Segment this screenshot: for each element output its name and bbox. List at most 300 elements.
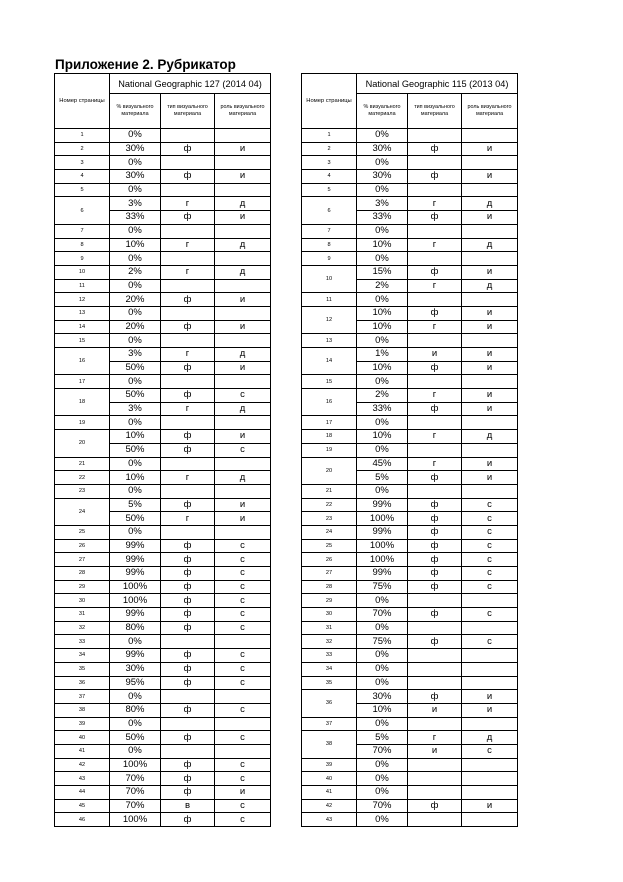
table-row <box>302 430 518 444</box>
role-cell <box>215 252 271 266</box>
page-number-cell: 31 <box>302 621 357 635</box>
type-cell: ф <box>408 512 462 526</box>
table-row <box>55 457 271 471</box>
page-number-cell: 36 <box>55 676 110 690</box>
type-cell <box>408 156 462 170</box>
table-row <box>55 539 271 553</box>
type-cell: ф <box>161 142 215 156</box>
role-cell <box>215 129 271 143</box>
page-number-cell: 14 <box>55 320 110 334</box>
header-page-no: Номер страницы <box>55 74 110 129</box>
percent-cell: 100% <box>357 539 408 553</box>
percent-cell: 100% <box>110 594 161 608</box>
role-cell: с <box>215 703 271 717</box>
type-cell: ф <box>408 799 462 813</box>
table-row <box>302 635 518 649</box>
type-cell: ф <box>161 649 215 663</box>
type-cell <box>161 717 215 731</box>
role-cell <box>462 129 518 143</box>
percent-cell: 0% <box>110 279 161 293</box>
role-cell: и <box>462 690 518 704</box>
table-row <box>55 758 271 772</box>
percent-cell: 70% <box>110 772 161 786</box>
percent-cell: 5% <box>110 498 161 512</box>
table-row <box>302 224 518 238</box>
page-number-cell: 3 <box>302 156 357 170</box>
role-cell: и <box>462 320 518 334</box>
table-row <box>55 197 271 211</box>
type-cell <box>408 813 462 827</box>
percent-cell: 0% <box>357 224 408 238</box>
type-cell: и <box>408 744 462 758</box>
table-row <box>302 608 518 622</box>
type-cell: г <box>161 402 215 416</box>
percent-cell: 0% <box>357 758 408 772</box>
table-row <box>55 320 271 334</box>
table-row <box>302 375 518 389</box>
table-row <box>55 238 271 252</box>
type-cell <box>161 224 215 238</box>
percent-cell: 99% <box>357 567 408 581</box>
table-row <box>302 334 518 348</box>
percent-cell: 33% <box>357 402 408 416</box>
role-cell: д <box>215 197 271 211</box>
percent-cell: 50% <box>110 512 161 526</box>
role-cell: и <box>462 142 518 156</box>
type-cell: ф <box>408 265 462 279</box>
type-cell: ф <box>161 211 215 225</box>
type-cell: ф <box>408 580 462 594</box>
role-cell: и <box>215 211 271 225</box>
page-number-cell: 46 <box>55 813 110 827</box>
percent-cell: 1% <box>357 348 408 362</box>
role-cell: с <box>215 580 271 594</box>
table-row <box>55 129 271 143</box>
role-cell <box>215 457 271 471</box>
percent-cell: 0% <box>110 484 161 498</box>
percent-cell: 0% <box>357 375 408 389</box>
role-cell <box>215 375 271 389</box>
percent-cell: 50% <box>110 443 161 457</box>
page-number-cell: 33 <box>302 649 357 663</box>
type-cell <box>408 334 462 348</box>
table-row <box>302 348 518 362</box>
table-row <box>302 416 518 430</box>
type-cell: ф <box>408 306 462 320</box>
table-row <box>302 512 518 526</box>
percent-cell: 0% <box>110 252 161 266</box>
type-cell <box>161 416 215 430</box>
type-cell: ф <box>161 813 215 827</box>
percent-cell: 0% <box>110 224 161 238</box>
type-cell: ф <box>161 662 215 676</box>
table-row <box>302 525 518 539</box>
type-cell: ф <box>161 553 215 567</box>
percent-cell: 33% <box>110 211 161 225</box>
type-cell <box>408 786 462 800</box>
page-number-cell: 13 <box>55 306 110 320</box>
table-row <box>302 676 518 690</box>
page-number-cell: 25 <box>302 539 357 553</box>
table-row <box>55 621 271 635</box>
type-cell <box>161 457 215 471</box>
percent-cell: 0% <box>110 635 161 649</box>
percent-cell: 0% <box>357 183 408 197</box>
percent-cell: 0% <box>110 717 161 731</box>
percent-cell: 0% <box>357 443 408 457</box>
table-row <box>302 690 518 704</box>
type-cell <box>161 744 215 758</box>
page-number-cell: 39 <box>55 717 110 731</box>
page-number-cell: 41 <box>302 786 357 800</box>
table-row <box>55 662 271 676</box>
type-cell <box>408 717 462 731</box>
type-cell <box>408 375 462 389</box>
role-cell: и <box>215 170 271 184</box>
percent-cell: 0% <box>357 484 408 498</box>
percent-cell: 0% <box>357 772 408 786</box>
page-number-cell: 43 <box>55 772 110 786</box>
percent-cell: 0% <box>357 252 408 266</box>
table-row <box>55 375 271 389</box>
percent-cell: 99% <box>357 525 408 539</box>
type-cell: г <box>161 238 215 252</box>
role-cell: д <box>215 265 271 279</box>
percent-cell: 10% <box>357 306 408 320</box>
table-row <box>55 525 271 539</box>
page-number-cell: 15 <box>55 334 110 348</box>
page-number-cell: 40 <box>302 772 357 786</box>
role-cell: с <box>215 662 271 676</box>
rubricator-table-ng115 <box>301 73 518 827</box>
percent-cell: 15% <box>357 265 408 279</box>
type-cell: ф <box>408 170 462 184</box>
page-number-cell: 30 <box>55 594 110 608</box>
type-cell: г <box>161 471 215 485</box>
percent-cell: 0% <box>357 293 408 307</box>
percent-cell: 3% <box>110 402 161 416</box>
role-cell: д <box>462 238 518 252</box>
type-cell: ф <box>161 443 215 457</box>
role-cell: и <box>215 430 271 444</box>
type-cell <box>408 224 462 238</box>
role-cell: с <box>215 676 271 690</box>
role-cell: с <box>462 744 518 758</box>
role-cell: с <box>462 553 518 567</box>
percent-cell: 99% <box>110 608 161 622</box>
page-number-cell: 34 <box>302 662 357 676</box>
type-cell: ф <box>408 142 462 156</box>
role-cell: с <box>215 758 271 772</box>
table-row <box>302 156 518 170</box>
type-cell: ф <box>161 621 215 635</box>
percent-cell: 2% <box>357 389 408 403</box>
table-row <box>55 676 271 690</box>
type-cell <box>161 279 215 293</box>
table-row <box>55 744 271 758</box>
percent-cell: 2% <box>357 279 408 293</box>
percent-cell: 0% <box>110 183 161 197</box>
page-number-cell: 20 <box>55 430 110 457</box>
role-cell <box>462 183 518 197</box>
type-cell: ф <box>161 389 215 403</box>
role-cell <box>215 484 271 498</box>
role-cell: и <box>462 211 518 225</box>
page-number-cell: 19 <box>302 443 357 457</box>
table-row <box>302 772 518 786</box>
role-cell: с <box>462 567 518 581</box>
role-cell <box>462 621 518 635</box>
role-cell <box>215 183 271 197</box>
type-cell: ф <box>161 594 215 608</box>
role-cell: д <box>462 430 518 444</box>
percent-cell: 10% <box>110 471 161 485</box>
table-row <box>302 457 518 471</box>
role-cell: с <box>215 443 271 457</box>
role-cell: и <box>462 306 518 320</box>
page-number-cell: 28 <box>302 580 357 594</box>
page-number-cell: 4 <box>302 170 357 184</box>
table-row <box>302 129 518 143</box>
role-cell: д <box>215 402 271 416</box>
page-number-cell: 45 <box>55 799 110 813</box>
page-number-cell: 4 <box>55 170 110 184</box>
percent-cell: 20% <box>110 293 161 307</box>
role-cell <box>462 375 518 389</box>
table-body <box>55 129 271 827</box>
page-number-cell: 16 <box>302 389 357 416</box>
table-row <box>302 142 518 156</box>
type-cell: ф <box>161 608 215 622</box>
type-cell <box>408 758 462 772</box>
type-cell <box>408 443 462 457</box>
percent-cell: 0% <box>110 457 161 471</box>
percent-cell: 100% <box>110 813 161 827</box>
percent-cell: 0% <box>110 306 161 320</box>
page-number-cell: 32 <box>55 621 110 635</box>
role-cell: и <box>215 361 271 375</box>
page-number-cell: 2 <box>55 142 110 156</box>
table-row <box>55 498 271 512</box>
type-cell: ф <box>408 608 462 622</box>
table-row <box>55 567 271 581</box>
table-row <box>302 813 518 827</box>
role-cell <box>215 717 271 731</box>
role-cell: и <box>462 361 518 375</box>
type-cell: г <box>161 197 215 211</box>
percent-cell: 3% <box>110 197 161 211</box>
percent-cell: 33% <box>357 211 408 225</box>
page-number-cell: 20 <box>302 457 357 484</box>
percent-cell: 0% <box>110 129 161 143</box>
percent-cell: 99% <box>110 567 161 581</box>
percent-cell: 70% <box>357 744 408 758</box>
type-cell: ф <box>161 170 215 184</box>
type-cell: г <box>408 197 462 211</box>
table-row <box>302 443 518 457</box>
header-page-no: Номер страницы <box>302 74 357 129</box>
table-row <box>55 635 271 649</box>
percent-cell: 70% <box>110 799 161 813</box>
table-row <box>302 293 518 307</box>
page-number-cell: 21 <box>302 484 357 498</box>
role-cell: с <box>462 635 518 649</box>
type-cell: ф <box>161 772 215 786</box>
percent-cell: 10% <box>110 238 161 252</box>
type-cell: ф <box>161 567 215 581</box>
header-source: National Geographic 127 (2014 04) <box>110 74 271 94</box>
type-cell: г <box>408 238 462 252</box>
type-cell <box>161 156 215 170</box>
role-cell: и <box>462 265 518 279</box>
type-cell: ф <box>408 498 462 512</box>
type-cell: г <box>408 731 462 745</box>
page-number-cell: 33 <box>55 635 110 649</box>
type-cell: ф <box>161 758 215 772</box>
page-number-cell: 43 <box>302 813 357 827</box>
page-number-cell: 5 <box>302 183 357 197</box>
percent-cell: 70% <box>357 608 408 622</box>
table-row <box>302 621 518 635</box>
table-row <box>302 662 518 676</box>
role-cell <box>215 306 271 320</box>
page-number-cell: 23 <box>55 484 110 498</box>
table-row <box>55 389 271 403</box>
page-number-cell: 30 <box>302 608 357 622</box>
table-row <box>302 539 518 553</box>
page-number-cell: 25 <box>55 525 110 539</box>
role-cell: с <box>215 772 271 786</box>
type-cell: г <box>408 457 462 471</box>
type-cell: г <box>161 348 215 362</box>
percent-cell: 99% <box>357 498 408 512</box>
percent-cell: 99% <box>110 553 161 567</box>
page-number-cell: 6 <box>302 197 357 224</box>
percent-cell: 0% <box>110 690 161 704</box>
table-row <box>55 279 271 293</box>
role-cell <box>462 156 518 170</box>
role-cell: с <box>215 813 271 827</box>
role-cell: и <box>462 471 518 485</box>
page-number-cell: 42 <box>302 799 357 813</box>
table-row <box>55 348 271 362</box>
page-number-cell: 8 <box>55 238 110 252</box>
percent-cell: 80% <box>110 703 161 717</box>
role-cell <box>215 156 271 170</box>
page-number-cell: 11 <box>302 293 357 307</box>
role-cell <box>462 594 518 608</box>
table-row <box>302 197 518 211</box>
type-cell <box>408 649 462 663</box>
table-row <box>55 306 271 320</box>
role-cell <box>215 334 271 348</box>
page-number-cell: 19 <box>55 416 110 430</box>
percent-cell: 10% <box>357 361 408 375</box>
type-cell <box>161 129 215 143</box>
role-cell: с <box>215 608 271 622</box>
percent-cell: 0% <box>357 129 408 143</box>
percent-cell: 30% <box>110 142 161 156</box>
role-cell: и <box>462 799 518 813</box>
header-role: роль визуального материала <box>462 94 518 129</box>
type-cell: ф <box>408 361 462 375</box>
table-row <box>55 293 271 307</box>
percent-cell: 50% <box>110 389 161 403</box>
type-cell: ф <box>408 525 462 539</box>
percent-cell: 0% <box>357 621 408 635</box>
role-cell <box>462 649 518 663</box>
table-row <box>302 799 518 813</box>
type-cell: ф <box>161 703 215 717</box>
page-number-cell: 14 <box>302 348 357 375</box>
page-number-cell: 10 <box>302 265 357 292</box>
type-cell <box>161 306 215 320</box>
percent-cell: 0% <box>357 676 408 690</box>
percent-cell: 10% <box>357 320 408 334</box>
type-cell: ф <box>161 498 215 512</box>
table-row <box>55 717 271 731</box>
page-number-cell: 17 <box>55 375 110 389</box>
type-cell <box>161 183 215 197</box>
page-number-cell: 7 <box>302 224 357 238</box>
role-cell: с <box>215 553 271 567</box>
table-row <box>302 580 518 594</box>
role-cell <box>215 635 271 649</box>
role-cell <box>462 772 518 786</box>
table-row <box>302 265 518 279</box>
page-number-cell: 35 <box>302 676 357 690</box>
role-cell <box>215 224 271 238</box>
page-number-cell: 11 <box>55 279 110 293</box>
role-cell: с <box>462 525 518 539</box>
role-cell <box>462 224 518 238</box>
page-number-cell: 40 <box>55 731 110 745</box>
page-number-cell: 35 <box>55 662 110 676</box>
page-number-cell: 9 <box>55 252 110 266</box>
type-cell <box>408 621 462 635</box>
table-row <box>55 252 271 266</box>
page-number-cell: 22 <box>302 498 357 512</box>
percent-cell: 50% <box>110 361 161 375</box>
percent-cell: 0% <box>110 744 161 758</box>
type-cell: г <box>408 320 462 334</box>
page-number-cell: 44 <box>55 786 110 800</box>
role-cell <box>462 443 518 457</box>
role-cell: с <box>215 799 271 813</box>
type-cell <box>161 635 215 649</box>
percent-cell: 3% <box>357 197 408 211</box>
type-cell: ф <box>161 676 215 690</box>
type-cell: г <box>161 512 215 526</box>
type-cell <box>161 252 215 266</box>
page-number-cell: 41 <box>55 744 110 758</box>
percent-cell: 30% <box>110 170 161 184</box>
type-cell: ф <box>408 211 462 225</box>
table-row <box>55 265 271 279</box>
table-row <box>55 183 271 197</box>
header-role: роль визуального материала <box>215 94 271 129</box>
page-number-cell: 38 <box>55 703 110 717</box>
type-cell <box>408 772 462 786</box>
type-cell <box>408 416 462 430</box>
role-cell: д <box>215 238 271 252</box>
table-row <box>55 799 271 813</box>
role-cell: д <box>462 279 518 293</box>
type-cell <box>161 525 215 539</box>
percent-cell: 100% <box>357 512 408 526</box>
page-number-cell: 28 <box>55 567 110 581</box>
role-cell: д <box>462 197 518 211</box>
